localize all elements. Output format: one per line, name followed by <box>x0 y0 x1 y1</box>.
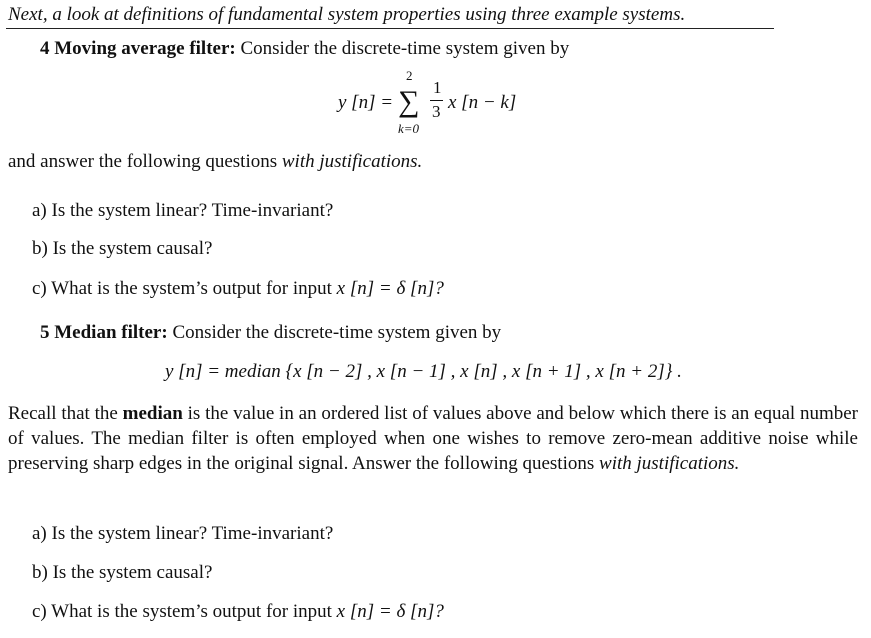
q-math: x [n] = δ [n]? <box>336 278 444 299</box>
question-5a: a) Is the system linear? Time-invariant? <box>32 523 334 544</box>
header-rule <box>6 28 774 29</box>
q-text: c) What is the system’s output for input <box>32 601 337 622</box>
instructions <box>8 151 422 173</box>
frac-den: 3 <box>432 102 441 121</box>
median-equation: y [n] = median {x [n − 2] , x [n − 1] , x [n] , x [n + 1] , x [n + 2]} . <box>165 361 682 382</box>
problem-number: 4 <box>40 38 50 59</box>
problem-text: Consider the discrete-time system given by <box>240 38 570 59</box>
t1: Recall that the <box>8 403 123 424</box>
sum-upper: 2 <box>406 68 413 83</box>
question-4b: b) Is the system causal? <box>32 238 213 259</box>
problem-text: Consider the discrete-time system given by <box>172 322 502 343</box>
t3: is the value in an ordered list of values above and below which there is an equal number of values. The median filter is often employed when one wishes to remove zero-mean additive noise while preserving sharp edges in the original signal. Answer the following questions <box>8 403 858 474</box>
t4: with justifications. <box>599 453 740 474</box>
section-header: Next, a look at definitions of fundamental system properties using three example systems. <box>8 4 686 25</box>
q-math: x [n] = δ [n]? <box>336 601 444 622</box>
problem-title: Median filter: <box>54 322 168 343</box>
sum-lower: k=0 <box>398 121 420 136</box>
instr-text: and answer the following questions <box>8 151 282 172</box>
frac-bar <box>430 100 443 101</box>
sigma-symbol: ∑ <box>398 85 420 118</box>
t2: median <box>122 403 183 424</box>
median-explanation <box>8 401 858 476</box>
problem-4-intro <box>40 38 569 60</box>
instr-italic: with justifications. <box>281 151 423 172</box>
question-5c <box>32 601 444 623</box>
question-4c <box>32 278 444 300</box>
eq-lhs: y [n] = <box>338 92 394 113</box>
question-4a: a) Is the system linear? Time-invariant? <box>32 200 334 221</box>
problem-5-intro <box>40 322 501 344</box>
eq-rhs: x [n − k] <box>448 92 517 113</box>
problem-number: 5 <box>40 322 50 343</box>
problem-title: Moving average filter: <box>54 38 236 59</box>
q-text: c) What is the system’s output for input <box>32 278 337 299</box>
question-5b: b) Is the system causal? <box>32 562 213 583</box>
frac-num: 1 <box>433 78 442 97</box>
